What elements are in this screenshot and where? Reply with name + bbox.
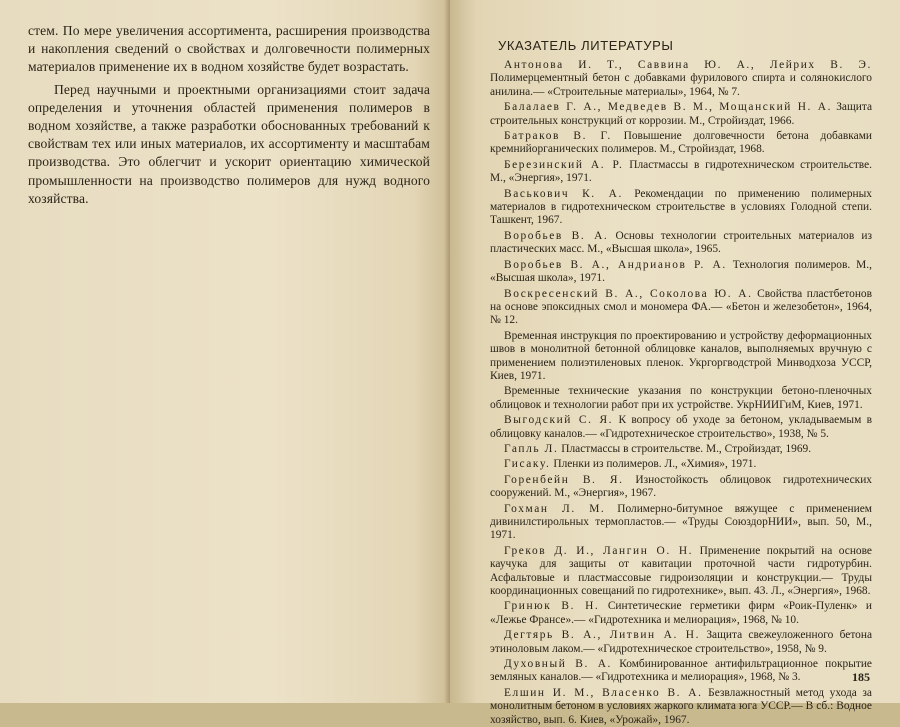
reference-author: Батраков В. Г. [504, 130, 612, 143]
page-number: 185 [852, 670, 870, 684]
reference-entry [490, 159, 872, 186]
reference-entry [490, 658, 872, 685]
reference-text: Пленки из полимеров. Л., «Химия», 1971. [553, 458, 757, 471]
reference-entry [490, 385, 872, 412]
reference-entry [490, 503, 872, 543]
reference-author: Елшин И. М., Власенко В. А. [504, 686, 703, 699]
reference-text: Рекомендации по применению полимерных материалов в гидротехническом строительстве в условиях Голодной степи. Ташкент, 1967. [490, 187, 872, 227]
reference-author: Гисаку. [504, 458, 551, 471]
reference-text: Пластмассы в строительстве. М., Стройиздат, 1969. [561, 442, 812, 455]
right-page [450, 0, 900, 726]
reference-text: Пластмассы в гидротехническом строительстве. М., «Энергия», 1971. [490, 158, 873, 185]
reference-author: Горенбейн В. Я. [504, 473, 624, 486]
reference-entry [490, 101, 872, 128]
paragraph: Перед научными и проектными организациями стоит задача определения и уточнения областей применения полимеров в водном хозяйстве, а также разработки обоснованных требований к свойствам тех или иных материалов, их ассортименту и масштабам производства. Это облегчит и ускорит ориентацию химической промышленности на производство полимеров для нужд водного хозяйства. [28, 81, 430, 206]
reference-text: Полимерцементный бетон с добавками фурилового спирта и солянокислого анилина.— «Строительные материалы», 1964, № 7. [490, 72, 872, 98]
reference-author: Воробьев В. А. [504, 229, 609, 242]
reference-author: Греков Д. И., Лангин О. Н. [504, 544, 694, 557]
reference-entry [490, 259, 872, 286]
reference-author: Духовный В. А. [504, 658, 612, 671]
reference-entry [490, 687, 872, 727]
reference-text: Полимерно-битумное вяжущее с применением дивинилстирольных термопластов.— «Труды СоюздорНИИ», вып. 50, М., 1971. [490, 502, 873, 542]
reference-entry [490, 443, 872, 456]
left-page [0, 0, 450, 703]
reference-entry [490, 59, 872, 99]
reference-entry [490, 288, 872, 328]
reference-text: Временная инструкция по проектированию и устройству деформационных швов в монолитной бетонной облицовке каналов, выполняемых вручную с применением полиэтиленовых пленок. Укргоргводстрой Минводхоза УССР, Киев, 1971. [490, 329, 872, 382]
reference-author: Гохман Л. М. [504, 502, 606, 515]
reference-author: Балалаев Г. А., Медведев В. М., Мощанский Н. А. [504, 101, 833, 114]
reference-author: Васькович К. А. [504, 187, 623, 200]
paragraph-continuation: стем. По мере увеличения ассортимента, расширения производства и накопления сведений о свойствах и долговечности полимерных материалов применение их в водном хозяйстве будет возрастать. [28, 23, 430, 75]
reference-entry [490, 545, 872, 599]
reference-entry [490, 458, 872, 471]
reference-author: Гринюк В. Н. [504, 600, 600, 613]
reference-text: Защита свежеуложенного бетона этиноловым лаком.— «Гидротехническое строительство», 1958, № 9. [490, 629, 872, 655]
reference-text: Свойства пластбетонов на основе эпоксидных смол и мономера ФА.— «Бетон и железобетон», 1964, № 12. [490, 287, 872, 327]
reference-entry [490, 629, 872, 656]
bibliography-heading: УКАЗАТЕЛЬ ЛИТЕРАТУРЫ [498, 38, 674, 53]
reference-author: Березинский А. Р. [504, 158, 624, 171]
reference-text: Комбинированное антифильтрационное покрытие земляных каналов.— «Гидротехника и мелиорация», 1968, № 3. [490, 658, 872, 684]
reference-entry [490, 188, 872, 228]
reference-text: Временные технические указания по конструкции бетоно-пленочных облицовок и технологии работ при их устройстве. УкрНИИГиМ, Киев, 1971. [490, 385, 872, 411]
reference-list [490, 59, 872, 727]
reference-text: К вопросу об уходе за бетоном, укладываемым в облицовку каналов.— «Гидротехническое строительство», 1938, № 5. [490, 414, 872, 440]
reference-entry [490, 130, 872, 157]
reference-author: Дегтярь В. А., Литвин А. Н. [504, 629, 701, 642]
reference-author: Воробьев В. А., Андрианов Р. А. [504, 258, 727, 271]
reference-text: Безвлажностный метод ухода за монолитным бетоном в условиях жаркого климата юга УССР.— В сб.: Водное хозяйство, вып. 6. Киев, «Урожай», 1967. [490, 686, 872, 726]
reference-author: Антонова И. Т., Саввина Ю. А., Лейрих В. Э. [504, 59, 872, 71]
reference-text: Основы технологии строительных материалов из пластических масс. М., «Высшая школа», 1965. [490, 229, 872, 256]
reference-text: Изностойкость облицовок гидротехнических сооружений. М., «Энергия», 1967. [490, 473, 872, 500]
reference-entry [490, 600, 872, 627]
reference-author: Воскресенский В. А., Соколова Ю. А. [504, 287, 753, 300]
reference-entry [490, 230, 872, 257]
reference-author: Выгодский С. Я. [504, 414, 614, 427]
reference-text: Технология полимеров. М., «Высшая школа», 1971. [490, 258, 872, 285]
reference-text: Защита строительных конструкций от коррозии. М., Стройиздат, 1966. [490, 101, 873, 127]
reference-entry [490, 414, 872, 441]
reference-text: Применение покрытий на основе каучука для защиты от кавитации проточной части гидротурбин. Асфальтовые и пластмассовые гидроизоляции и конструкции.— Труды координационных совещаний по гидротехнике», вып. 43. Л., «Энергия», 1968. [490, 544, 872, 598]
reference-entry [490, 474, 872, 501]
reference-entry [490, 330, 872, 384]
reference-author: Гапль Л. [504, 442, 559, 455]
reference-text: Повышение долговечности бетона добавками кремнийорганических полимеров. М., Стройиздат, 1968. [490, 130, 873, 156]
reference-text: Синтетические герметики фирм «Роик-Пуленк» и «Лежье Франсе».— «Гидротехника и мелиорация», 1968, № 10. [490, 600, 872, 626]
